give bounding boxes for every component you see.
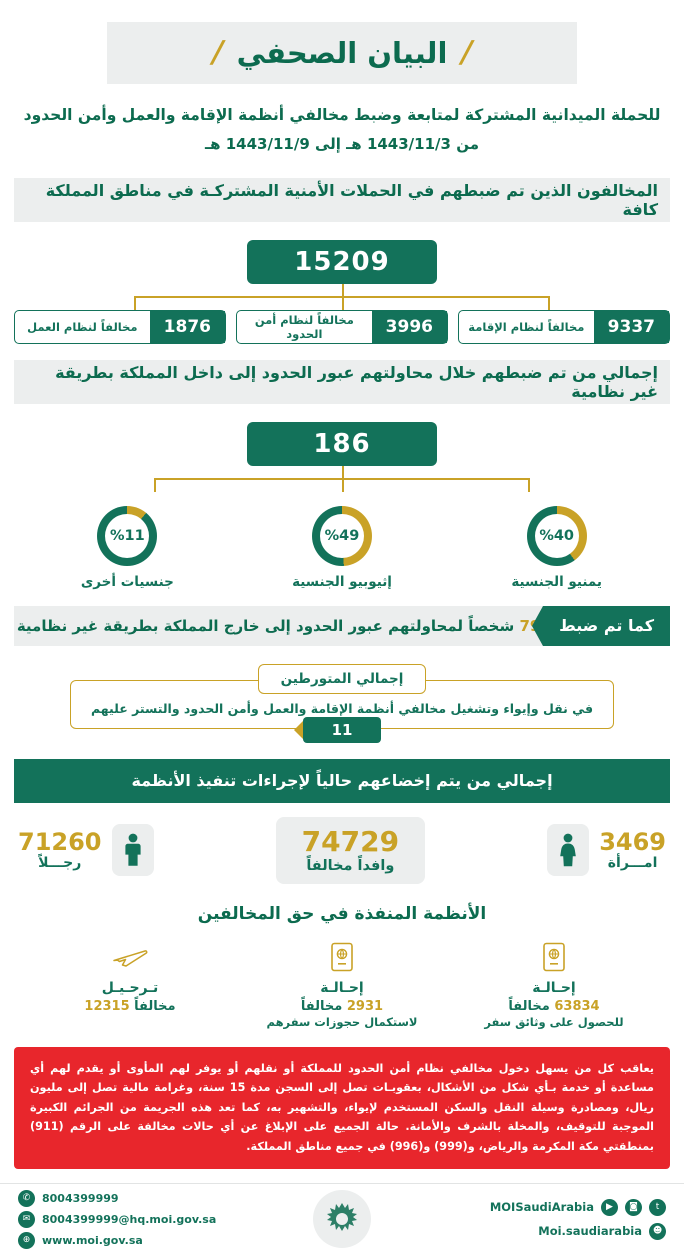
penalty-travel-docs-sub: للحصول على وثائق سفر [484, 1014, 624, 1029]
involved-caption: إجمالي المتورطين [258, 664, 427, 694]
header-subtitle [0, 104, 684, 156]
inside-connector [24, 466, 660, 492]
chip-labor [14, 310, 226, 344]
penalty-bookings-number: 2931 [346, 998, 384, 1014]
connector-drop-right [548, 296, 550, 310]
slash-decoration-right: / [457, 35, 477, 70]
penalty-deportation-number: 12315 [84, 998, 130, 1014]
total-center [276, 817, 425, 884]
nationality-donuts [20, 506, 664, 590]
involved-count: 11 [303, 717, 381, 743]
donut-other-label: جنسيات أخرى [80, 573, 174, 590]
outside-tag: كما تم ضبط [543, 606, 670, 646]
inside-total: 186 [247, 422, 437, 466]
penalty-travel-docs-number: 63834 [554, 998, 600, 1014]
twitter-icon[interactable]: t [649, 1199, 666, 1216]
donut-yemeni-pct: %40 [535, 514, 579, 558]
chip-border-number: 3996 [372, 311, 447, 343]
donut-other [52, 506, 202, 590]
social-line-1 [490, 1199, 666, 1216]
chip-labor-label: مخالفاً لنظام العمل [27, 319, 138, 334]
globe-icon: ⊕ [18, 1232, 35, 1249]
social-handle-1[interactable]: MOISaudiArabia [489, 1200, 594, 1215]
inside-connector-drop-center [342, 478, 344, 492]
penalties-row [24, 936, 660, 1029]
involved-box [70, 664, 614, 743]
inside-band-suffix: بطريقة غير نظامية [55, 362, 658, 401]
header-dates: من 1443/11/3 هـ إلى 1443/11/9 هـ [205, 135, 479, 154]
header [0, 0, 684, 162]
violators-total: 15209 [247, 240, 437, 284]
donut-ethiopian-label: إثيوبيو الجنسية [292, 573, 392, 590]
outside-number: 79 [519, 616, 541, 635]
contact-website[interactable] [18, 1232, 143, 1249]
total-men [18, 824, 154, 876]
penalty-travel-docs-name: إحـالـة [532, 979, 576, 996]
woman-icon [547, 824, 589, 876]
snapchat-icon[interactable]: ☻ [649, 1223, 666, 1240]
passport-icon [464, 936, 644, 978]
inside-band [14, 360, 670, 404]
penalty-bookings-sub: لاستكمال حجوزات سفرهم [266, 1014, 418, 1029]
outside-text-suffix: بطريقة غير نظامية [16, 616, 164, 635]
inside-connector-drop-right [528, 478, 530, 492]
contact-website-text: www.moi.gov.sa [42, 1233, 143, 1247]
social-line-2 [490, 1223, 666, 1240]
penalty-bookings-value [252, 999, 432, 1014]
chip-residency-label: مخالفاً لنظام الإقامة [468, 319, 585, 334]
total-center-number: 74729 [301, 824, 400, 858]
donut-ethiopian-pct: %49 [320, 514, 364, 558]
inside-band-highlight: داخل المملكة [119, 362, 223, 382]
penalty-travel-docs-word: مخالفاً [508, 998, 550, 1014]
page-title: البيان الصحفي [236, 36, 448, 70]
procedures-band [14, 759, 670, 803]
chip-border-label: مخالفاً لنظام أمن الحدود [254, 312, 354, 341]
donut-ethiopian [267, 506, 417, 590]
man-icon [112, 824, 154, 876]
chip-residency [458, 310, 670, 344]
header-subtitle-text: للحملة الميدانية المشتركة لمتابعة وضبط مخالفي أنظمة الإقامة والعمل وأمن الحدود [23, 106, 661, 124]
instagram-icon[interactable]: ◙ [625, 1199, 642, 1216]
violators-connector [24, 284, 660, 310]
total-women-unit: امـــرأة [607, 854, 658, 871]
moi-emblem-icon [313, 1190, 371, 1248]
plane-icon [40, 936, 220, 978]
connector-drop-left [134, 296, 136, 310]
contact-email[interactable] [18, 1211, 216, 1228]
inside-band-text [26, 363, 658, 401]
contact-phone[interactable] [18, 1190, 119, 1207]
penalty-deportation-word: مخالفاً [134, 998, 176, 1014]
total-women-number: 3469 [599, 827, 666, 856]
donut-yemeni-ring [527, 506, 587, 566]
procedures-band-text: إجمالي من يتم إخضاعهم حالياً لإجراءات تنفيذ الأنظمة [131, 771, 553, 791]
donut-ethiopian-ring [312, 506, 372, 566]
footer-contacts [18, 1190, 216, 1249]
penalty-bookings [252, 936, 432, 1029]
donut-other-pct: %11 [105, 514, 149, 558]
violators-chips [14, 310, 670, 344]
penalty-deportation-name: تـرحـيـل [101, 979, 159, 996]
connector-drop-center [342, 296, 344, 310]
chip-labor-number: 1876 [150, 311, 225, 343]
title-band [107, 22, 577, 84]
total-men-text [18, 827, 102, 871]
total-women [547, 824, 666, 876]
penalty-travel-docs-value [464, 999, 644, 1014]
warning-text: يعاقب كل من يسهل دخول مخالفي نظام أمن الحدود للمملكة أو نقلهم أو يوفر لهم المأوى أو يقدم لهم أي مساعدة أو خدمة بـأي شكل من الأشكال، بعقوبـات تصل إلى السجن مدة 15 سنة، وغرامة مالية تصل إلى مليون ريال، ومصادرة وسيلة النقل والسكن المستخدم لإيواء، والتشهير به، كما تعد هذه الجريمة من الجرائم الكبيرة الموجبة للتوقيف، والمخلة بالشرف والأمانة. حالة الجميع على الإبلاغ عن أي حالات مخالفة على الرقم (911) بمنطقتي مكة المكرمة والرياض، و(999) و(996) في جميع مناطق المملكة. [14, 1047, 670, 1169]
outside-text-highlight: خارج المملكة [163, 616, 260, 635]
donut-yemeni [482, 506, 632, 590]
penalties-title: الأنظمة المنفذة في حق المخالفين [197, 903, 487, 924]
footer-social [490, 1199, 666, 1240]
donut-other-ring [97, 506, 157, 566]
outside-text-prefix: شخصاً لمحاولتهم عبور الحدود إلى [259, 616, 520, 635]
youtube-icon[interactable]: ▶ [601, 1199, 618, 1216]
involved-body: في نقل وإيواء وتشغيل مخالفي أنظمة الإقامة والعمل وأمن الحدود والتستر عليهم [70, 680, 614, 729]
penalty-bookings-name: إحـالـة [320, 979, 364, 996]
slash-decoration-left: / [208, 35, 227, 70]
phone-icon: ✆ [18, 1190, 35, 1207]
penalty-bookings-word: مخالفاً [300, 998, 343, 1014]
totals-row [18, 817, 666, 884]
violators-band-text: المخالفون الذين تم ضبطهم في الحملات الأمنية المشتركـة في مناطق المملكة كافة [45, 180, 658, 219]
total-women-text [599, 827, 666, 871]
contact-phone-text: 8004399999 [42, 1191, 119, 1205]
social-handle-2[interactable]: Moi.saudiarabia [538, 1224, 642, 1239]
outside-text [14, 617, 543, 635]
penalty-travel-docs [464, 936, 644, 1029]
penalty-deportation [40, 936, 220, 1029]
chip-border [236, 310, 448, 344]
total-men-number: 71260 [18, 827, 102, 856]
penalty-deportation-value [40, 999, 220, 1014]
outside-strip [14, 606, 670, 646]
chip-residency-number: 9337 [594, 311, 669, 343]
contact-email-text: 8004399999@hq.moi.gov.sa [42, 1212, 217, 1226]
donut-yemeni-label: يمنيو الجنسية [511, 573, 603, 590]
total-men-unit: رجـــلاً [38, 854, 82, 871]
total-center-unit: وافداً مخالفاً [306, 857, 395, 874]
mail-icon: ✉ [18, 1211, 35, 1228]
inside-band-prefix: إجمالي من تم ضبطهم خلال محاولتهم عبور الحدود إلى [222, 362, 658, 382]
violators-band [14, 178, 670, 222]
footer [0, 1183, 684, 1255]
passport-icon [252, 936, 432, 978]
inside-connector-drop-left [154, 478, 156, 492]
